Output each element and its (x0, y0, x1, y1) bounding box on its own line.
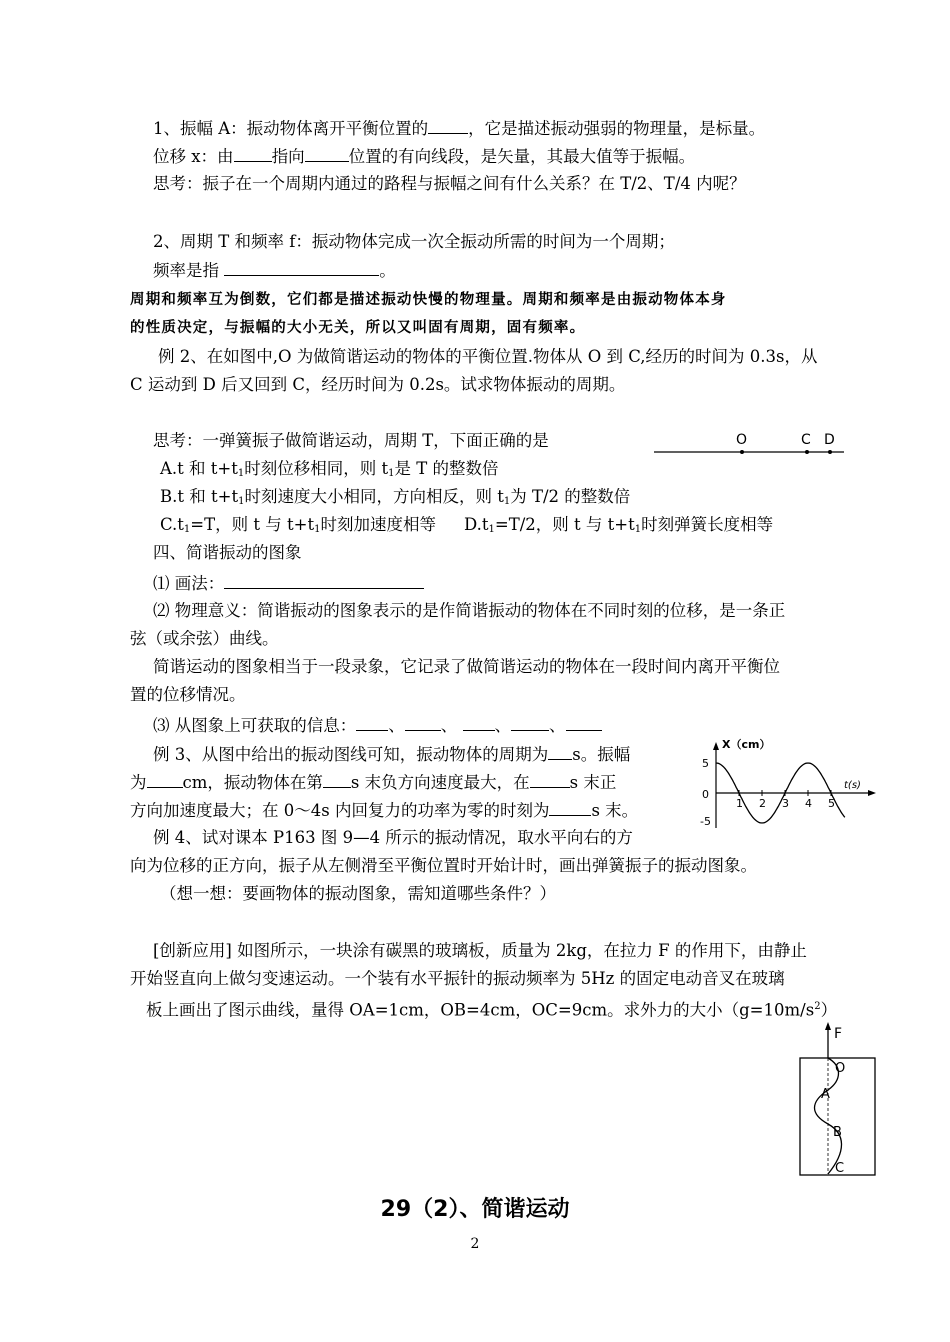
x-tick-label: 2 (759, 797, 766, 810)
example-3-line-1: 例 3、从图中给出的振动图线可知，振动物体的周期为 s。振幅 (153, 745, 631, 764)
blank (305, 145, 349, 162)
period-definition: 2、周期 T 和频率 f：振动物体完成一次全振动所需的时间为一个周期； (153, 232, 675, 251)
x-tick-label: 3 (782, 797, 789, 810)
y-axis-label: X（cm） (722, 738, 771, 751)
think-question-1: 思考：振子在一个周期内通过的路程与振幅之间有什么关系？在 T/2、T/4 内呢？ (153, 174, 746, 193)
y-tick-5: 5 (702, 757, 709, 770)
frequency-definition: 频率是指 。 (153, 261, 396, 280)
innovation-line-1: [创新应用] 如图所示，一块涂有碳黑的玻璃板，质量为 2kg，在拉力 F 的作用下，由静止 (153, 941, 807, 960)
y-tick-neg5: -5 (700, 815, 711, 828)
label-a: A (821, 1087, 830, 1102)
x-tick-label: 4 (805, 797, 812, 810)
point-d (828, 450, 832, 454)
options-c-d: $C.t_1=T$，则 t 与 $t+t_1$时刻加速度相等 $D.t_1=T/2$，则 t 与 $t+t_1$时刻弹簧长度相等 (160, 515, 774, 535)
x-tick-label: 1 (736, 797, 743, 810)
physical-meaning-1: ⑵ 物理意义：简谐振动的图象表示的是作简谐振动的物体在不同时刻的位移，是一条正 (153, 601, 786, 620)
example-4-line-1: 例 4、试对课本 P163 图 9—4 所示的振动情况，取水平向右的方 (153, 828, 633, 847)
option-a: A.t 和 $t+t_1$时刻位移相同，则 $t_1$是 T 的整数倍 (160, 459, 499, 479)
option-b: B.t 和 $t+t_1$时刻速度大小相同，方向相反，则 $t_1$为 T/2 的整数倍 (160, 487, 631, 507)
ocd-line-figure (652, 428, 852, 458)
innovation-line-3: 板上画出了图示曲线，量得 OA=1cm，OB=4cm，OC=9cm。求外力的大小$(g=10m/s^2)$ (146, 1000, 838, 1020)
displacement-definition: 位移 x：由 指向 位置的有向线段，是矢量，其最大值等于振幅。 (153, 147, 696, 166)
example-3-line-3: 方向加速度最大；在 0～4s 内回复力的功率为零的时刻为 s 末。 (130, 801, 639, 820)
amplitude-definition: 1、振幅 A：振动物体离开平衡位置的 ，它是描述振动强弱的物理量，是标量。 (153, 119, 766, 138)
point-o (740, 450, 744, 454)
label-b: B (833, 1125, 842, 1140)
think-note: （想一想：要画物体的振动图象，需知道哪些条件？） (160, 884, 556, 903)
recording-analogy-2: 置的位移情况。 (130, 685, 246, 704)
think-question-2: 思考：一弹簧振子做简谐运动，周期 T，下面正确的是 (153, 431, 549, 450)
label-o: O (835, 1061, 846, 1076)
blank (224, 572, 424, 589)
label-f: F (834, 1026, 843, 1042)
blank (234, 145, 272, 162)
vibration-graph (700, 738, 880, 833)
y-tick-0: 0 (702, 788, 709, 801)
force-arrow (825, 1022, 831, 1030)
x-tick-label: 5 (828, 797, 835, 810)
blank (428, 117, 468, 134)
label-o: O (736, 432, 748, 448)
label-c: C (801, 432, 811, 448)
page-number: 2 (470, 1236, 480, 1252)
glass-plate-figure (790, 1022, 890, 1182)
example-2-line-1: 例 2、在如图中,O 为做简谐运动的物体的平衡位置.物体从 O 到 C,经历的时间为 0.3s，从 (158, 347, 818, 366)
section-4-heading: 四、简谐振动的图象 (153, 543, 302, 562)
example-4-line-2: 向为位移的正方向，振子从左侧滑至平衡位置时开始计时，画出弹簧振子的振动图象。 (130, 856, 757, 875)
label-c: C (835, 1161, 845, 1176)
recording-analogy-1: 简谐运动的图象相当于一段录象，它记录了做简谐运动的物体在一段时间内离开平衡位 (153, 657, 780, 676)
section-title: 29（2）、简谐运动 (380, 1197, 570, 1222)
bold-note-2: 的性质决定，与振幅的大小无关，所以又叫固有周期，固有频率。 (130, 320, 586, 336)
y-axis-arrow (713, 742, 719, 750)
x-axis-arrow (868, 790, 876, 796)
blank (224, 259, 379, 276)
point-c (805, 450, 809, 454)
innovation-line-2: 开始竖直向上做匀变速运动。一个装有水平振针的振动频率为 5Hz 的固定电动音叉在玻璃 (130, 969, 785, 988)
example-3-line-2: 为 cm，振动物体在第 s 末负方向速度最大，在 s 末正 (130, 773, 617, 792)
physical-meaning-2: 弦（或余弦）曲线。 (130, 629, 279, 648)
graph-info: ⑶ 从图象上可获取的信息： 、 、 、 、 (153, 714, 602, 737)
example-2-line-2: C 运动到 D 后又回到 C，经历时间为 0.2s。试求物体振动的周期。 (130, 375, 626, 394)
x-axis-label: t(s) (844, 780, 861, 791)
bold-note-1: 周期和频率互为倒数，它们都是描述振动快慢的物理量。周期和频率是由振动物体本身 (130, 292, 727, 308)
label-d: D (824, 432, 835, 448)
drawing-method: ⑴ 画法： (153, 572, 424, 595)
